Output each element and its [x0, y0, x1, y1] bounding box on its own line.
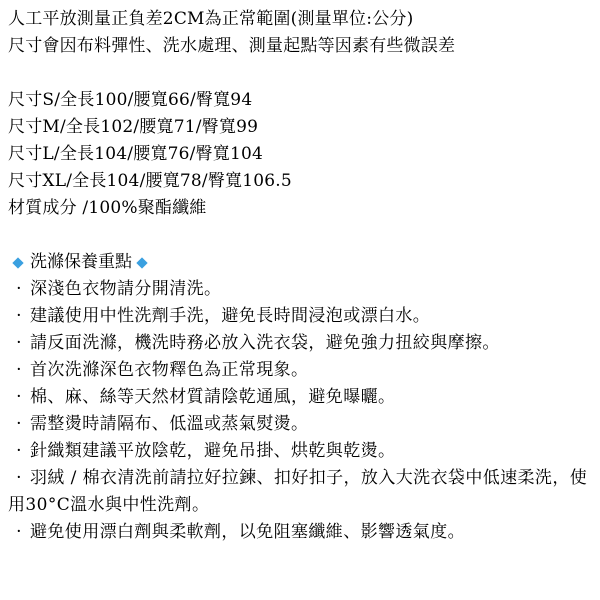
care-item: · 建議使用中性洗劑手洗，避免長時間浸泡或漂白水。 — [8, 303, 594, 330]
care-item: · 需整燙時請隔布、低溫或蒸氣熨燙。 — [8, 411, 594, 438]
intro-line-measurement: 人工平放測量正負差2CM為正常範圍(測量單位:公分) — [8, 9, 414, 29]
diamond-icon — [12, 257, 23, 268]
bullet-dot-icon: · — [16, 522, 22, 542]
diamond-icon — [136, 257, 147, 268]
care-section-title — [8, 249, 596, 276]
care-list — [8, 276, 596, 546]
size-list — [8, 87, 596, 195]
care-item: · 首次洗滌深色衣物釋色為正常現象。 — [8, 357, 594, 384]
spacer — [8, 222, 596, 249]
spacer — [8, 60, 596, 87]
bullet-dot-icon: · — [16, 279, 22, 299]
care-item: · 棉、麻、絲等天然材質請陰乾通風，避免曝曬。 — [8, 384, 594, 411]
intro-line-variance: 尺寸會因布料彈性、洗水處理、測量起點等因素有些微誤差 — [8, 36, 456, 56]
care-item: · 避免使用漂白劑與柔軟劑，以免阻塞纖維、影響透氣度。 — [8, 519, 594, 546]
bullet-dot-icon: · — [16, 360, 22, 380]
bullet-dot-icon: · — [16, 333, 22, 353]
size-row-l: 尺寸L/全長104/腰寬76/臀寬104 — [8, 144, 263, 164]
care-item: · 深淺色衣物請分開清洗。 — [8, 276, 594, 303]
material-composition: 材質成分 /100%聚酯纖維 — [8, 198, 207, 218]
size-row-s: 尺寸S/全長100/腰寬66/臀寬94 — [8, 90, 253, 110]
bullet-dot-icon: · — [16, 387, 22, 407]
bullet-dot-icon: · — [16, 414, 22, 434]
size-row-xl: 尺寸XL/全長104/腰寬78/臀寬106.5 — [8, 171, 292, 191]
size-row-m: 尺寸M/全長102/腰寬71/臀寬99 — [8, 117, 259, 137]
care-item: · 請反面洗滌，機洗時務必放入洗衣袋，避免強力扭絞與摩擦。 — [8, 330, 594, 357]
bullet-dot-icon: · — [16, 468, 22, 488]
care-item: · 針織類建議平放陰乾，避免吊掛、烘乾與乾燙。 — [8, 438, 594, 465]
bullet-dot-icon: · — [16, 306, 22, 326]
bullet-dot-icon: · — [16, 441, 22, 461]
care-title-text: 洗滌保養重點 — [30, 252, 132, 272]
care-item: · 羽絨 / 棉衣清洗前請拉好拉鍊、扣好扣子，放入大洗衣袋中低速柔洗，使用30°C溫水與中性洗劑。 — [8, 465, 594, 519]
